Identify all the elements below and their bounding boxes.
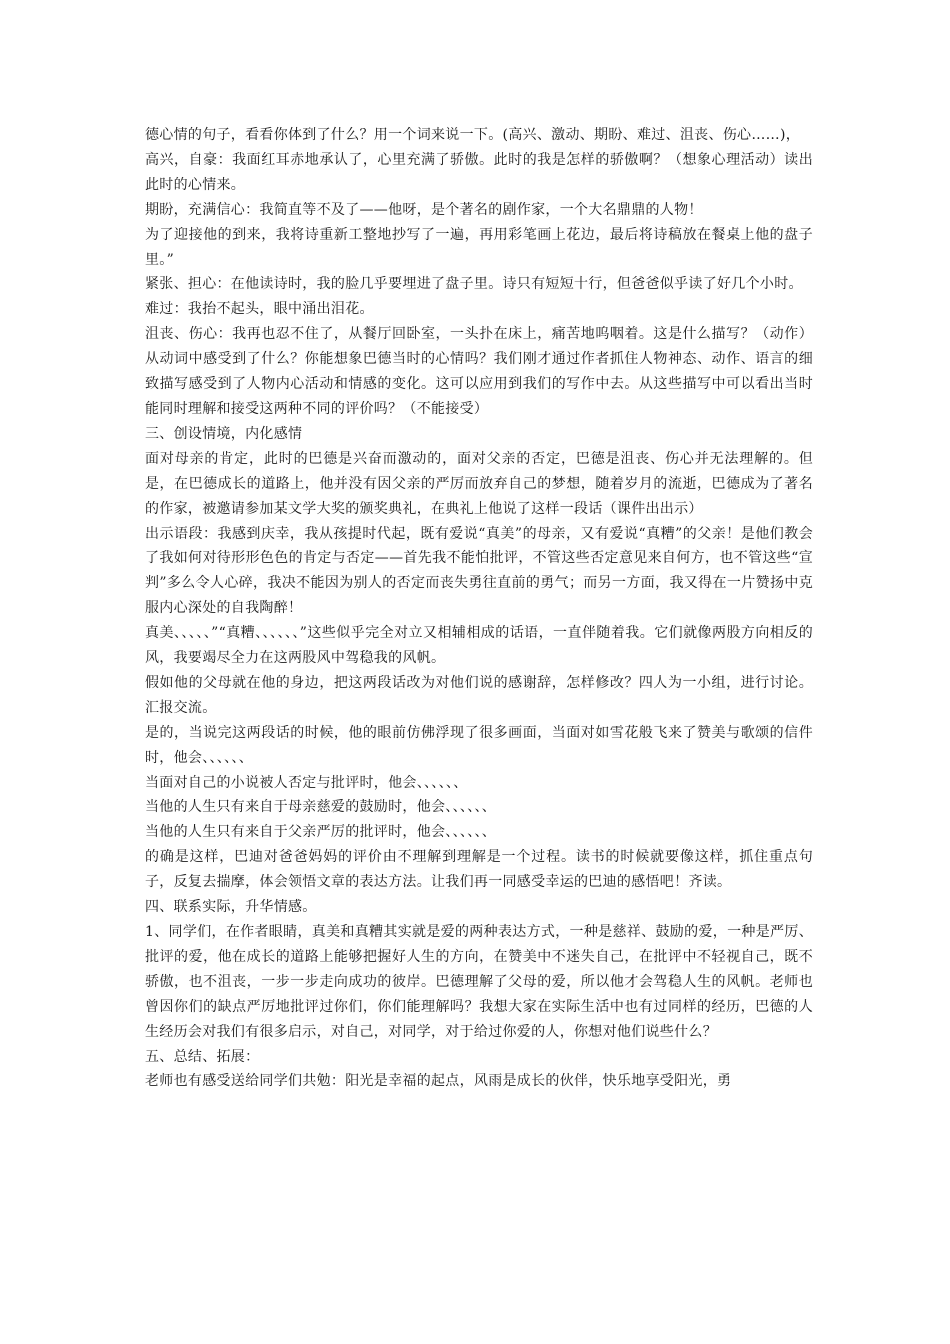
paragraph: 高兴，自豪：我面红耳赤地承认了，心里充满了骄傲。此时的我是怎样的骄傲啊？（想象心理活动）读出此时的心情来。 — [145, 151, 813, 193]
paragraph: 当他的人生只有来自于父亲严厉的批评时，他会、、、、、、 — [145, 824, 497, 841]
section-heading: 三、创设情境，内化感情 — [145, 425, 303, 442]
paragraph: 紧张、担心：在他读诗时，我的脸几乎要埋进了盘子里。诗只有短短十行，但爸爸似乎读了好几个小时。 — [145, 276, 803, 293]
paragraph: 当他的人生只有来自于母亲慈爱的鼓励时，他会、、、、、、 — [145, 799, 497, 816]
section-heading: 五、总结、拓展： — [145, 1048, 260, 1065]
paragraph: 真美、、、、、”“真糟、、、、、、”这些似乎完全对立又相辅相成的话语，一直伴随着我。它们就像两股方向相反的风，我要竭尽全力在这两股风中驾稳我的风帆。 — [145, 625, 813, 667]
paragraph: 德心情的句子，看看你体到了什么？用一个词来说一下。(高兴、激动、期盼、难过、沮丧、伤心……)， — [145, 127, 801, 143]
paragraph: 面对母亲的肯定，此时的巴德是兴奋而激动的，面对父亲的否定，巴德是沮丧、伤心并无法理解的。但是，在巴德成长的道路上，他并没有因父亲的严厉而放弃自己的梦想，随着岁月的流逝，巴德成为了著名的作家，被邀请参加某文学大奖的颁奖典礼，在典礼上他说了这样一段话（课件出出示） — [145, 450, 813, 517]
paragraph: 当面对自己的小说被人否定与批评时，他会、、、、、、 — [145, 774, 468, 791]
paragraph: 老师也有感受送给同学们共勉：阳光是幸福的起点，风雨是成长的伙伴，快乐地享受阳光，勇 — [145, 1073, 732, 1090]
paragraph: 1、同学们，在作者眼睛，真美和真糟其实就是爱的两种表达方式，一种是慈祥、鼓励的爱，一种是严厉、批评的爱，他在成长的道路上能够把握好人生的方向，在赞美中不迷失自己，在批评中不轻视自己，既不骄傲，也不沮丧，一步一步走向成功的彼岸。巴德理解了父母的爱，所以他才会驾稳人生的风帆。老师也曾因你们的缺点严厉地批评过你们，你们能理解吗？我想大家在实际生活中也有过同样的经历，巴德的人生经历会对我们有很多启示，对自己，对同学，对于给过你爱的人，你想对他们说些什么？ — [145, 924, 813, 1040]
paragraph: 为了迎接他的到来，我将诗重新工整地抄写了一遍，再用彩笔画上花边，最后将诗稿放在餐桌上他的盘子里。” — [145, 226, 813, 268]
paragraph: 出示语段：我感到庆幸，我从孩提时代起，既有爱说“真美”的母亲，又有爱说“真糟”的父亲！是他们教会了我如何对待形形色色的肯定与否定——首先我不能怕批评，不管这些否定意见来自何方，也不管这些“宣判”多么令人心碎，我决不能因为别人的否定而丧失勇往直前的勇气；而另一方面，我又得在一片赞扬中克服内心深处的自我陶醉！ — [145, 525, 813, 617]
paragraph: 是的，当说完这两段话的时候，他的眼前仿佛浮现了很多画面，当面对如雪花般飞来了赞美与歌颂的信件时，他会、、、、、、 — [145, 724, 813, 766]
paragraph: 的确是这样，巴迪对爸爸妈妈的评价由不理解到理解是一个过程。读书的时候就要像这样，抓住重点句子，反复去揣摩，体会领悟文章的表达方法。让我们再一同感受幸运的巴迪的感悟吧！齐读。 — [145, 849, 813, 891]
paragraph: 沮丧、伤心：我再也忍不住了，从餐厅回卧室，一头扑在床上，痛苦地呜咽着。这是什么描写？（动作）从动词中感受到了什么？你能想象巴德当时的心情吗？我们刚才通过作者抓住人物神态、动作、语言的细致描写感受到了人物内心活动和情感的变化。这可以应用到我们的写作中去。从这些描写中可以看出当时能同时理解和接受这两种不同的评价吗？（不能接受） — [145, 326, 813, 417]
paragraph: 假如他的父母就在他的身边，把这两段话改为对他们说的感谢辞，怎样修改？四人为一小组，进行讨论。汇报交流。 — [145, 674, 813, 716]
paragraph: 期盼，充满信心：我简直等不及了——他呀，是个著名的剧作家，一个大名鼎鼎的人物！ — [145, 201, 703, 218]
paragraph: 难过：我抬不起头，眼中涌出泪花。 — [145, 301, 374, 318]
section-heading: 四、联系实际，升华情感。 — [145, 899, 317, 916]
document-body — [145, 123, 813, 1094]
